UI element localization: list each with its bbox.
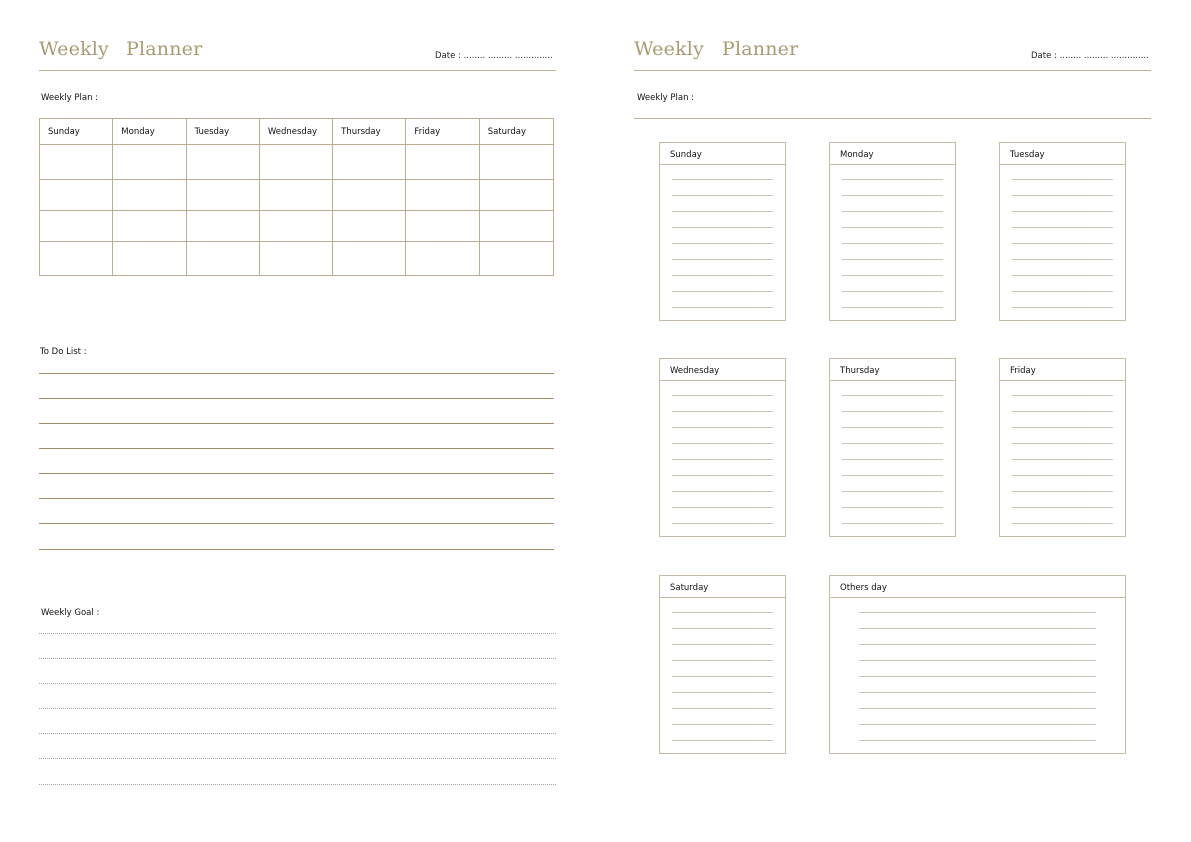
daybox-writing-line (859, 612, 1096, 613)
daybox-writing-line (1012, 259, 1113, 260)
daybox-writing-line (842, 475, 943, 476)
daybox-writing-line (672, 411, 773, 412)
daybox-writing-line (859, 708, 1096, 709)
goal-line[interactable] (39, 708, 556, 709)
grid-cell[interactable] (40, 242, 113, 275)
daybox-title: Monday (830, 143, 955, 165)
daybox-writing-line (842, 507, 943, 508)
daybox-writing-line (1012, 443, 1113, 444)
daybox-writing-line (842, 395, 943, 396)
daybox-writing-line (859, 740, 1096, 741)
todo-line[interactable] (39, 423, 554, 424)
daybox-writing-line (859, 724, 1096, 725)
goal-line[interactable] (39, 683, 556, 684)
daybox-writing-line (672, 507, 773, 508)
daybox-writing-line (672, 491, 773, 492)
grid-header-tuesday: Tuesday (187, 119, 260, 145)
left-header-rule (39, 70, 556, 71)
grid-cell[interactable] (40, 180, 113, 211)
daybox-wednesday[interactable] (659, 358, 786, 537)
daybox-writing-line (672, 724, 773, 725)
daybox-writing-line (672, 612, 773, 613)
todo-list-label: To Do List : (40, 347, 87, 357)
grid-cell[interactable] (40, 211, 113, 242)
grid-cell[interactable] (480, 242, 553, 275)
grid-cell[interactable] (333, 145, 406, 180)
todo-line[interactable] (39, 398, 554, 399)
todo-line[interactable] (39, 448, 554, 449)
daybox-writing-line (1012, 491, 1113, 492)
daybox-title: Tuesday (1000, 143, 1125, 165)
daybox-writing-line (672, 275, 773, 276)
grid-cell[interactable] (480, 145, 553, 180)
daybox-writing-line (1012, 395, 1113, 396)
daybox-writing-line (842, 227, 943, 228)
daybox-writing-line (672, 243, 773, 244)
daybox-writing-line (859, 660, 1096, 661)
grid-cell[interactable] (187, 242, 260, 275)
right-title-planner: Planner (722, 38, 799, 60)
goal-line[interactable] (39, 784, 556, 785)
daybox-writing-line (672, 644, 773, 645)
grid-cell[interactable] (333, 180, 406, 211)
grid-cell[interactable] (260, 145, 333, 180)
daybox-writing-line (672, 259, 773, 260)
grid-cell[interactable] (480, 211, 553, 242)
grid-cell[interactable] (260, 211, 333, 242)
daybox-writing-line (672, 692, 773, 693)
grid-cell[interactable] (333, 242, 406, 275)
grid-header-sunday: Sunday (40, 119, 113, 145)
right-date-field[interactable]: Date : ........ ......... .............. (1031, 51, 1149, 61)
daybox-title: Wednesday (660, 359, 785, 381)
daybox-writing-line (1012, 195, 1113, 196)
right-header-rule (634, 70, 1151, 71)
daybox-writing-line (859, 692, 1096, 693)
daybox-writing-line (1012, 427, 1113, 428)
grid-cell[interactable] (40, 145, 113, 180)
left-title-weekly: Weekly (39, 38, 109, 60)
todo-line[interactable] (39, 549, 554, 550)
grid-cell[interactable] (406, 145, 479, 180)
daybox-writing-line (1012, 475, 1113, 476)
left-weekly-plan-label: Weekly Plan : (41, 93, 99, 103)
grid-cell[interactable] (113, 211, 186, 242)
grid-cell[interactable] (260, 180, 333, 211)
grid-cell[interactable] (260, 242, 333, 275)
daybox-writing-line (672, 211, 773, 212)
daybox-writing-line (1012, 211, 1113, 212)
left-date-field[interactable]: Date : ........ ......... .............. (435, 51, 553, 61)
daybox-writing-line (842, 243, 943, 244)
daybox-monday[interactable] (829, 142, 956, 321)
daybox-writing-line (1012, 411, 1113, 412)
right-title-weekly: Weekly (634, 38, 704, 60)
daybox-writing-line (842, 195, 943, 196)
grid-cell[interactable] (187, 145, 260, 180)
daybox-writing-line (672, 523, 773, 524)
daybox-writing-line (1012, 275, 1113, 276)
daybox-writing-line (1012, 243, 1113, 244)
grid-cell[interactable] (406, 242, 479, 275)
grid-cell[interactable] (406, 211, 479, 242)
daybox-writing-line (1012, 459, 1113, 460)
daybox-writing-line (672, 427, 773, 428)
daybox-writing-line (672, 291, 773, 292)
daybox-title: Others day (830, 576, 1125, 598)
grid-cell[interactable] (113, 242, 186, 275)
daybox-writing-line (672, 195, 773, 196)
goal-line[interactable] (39, 633, 556, 634)
daybox-writing-line (1012, 179, 1113, 180)
daybox-writing-line (672, 307, 773, 308)
daybox-writing-line (842, 523, 943, 524)
daybox-writing-line (1012, 227, 1113, 228)
daybox-writing-line (1012, 507, 1113, 508)
grid-header-thursday: Thursday (333, 119, 406, 145)
daybox-writing-line (859, 628, 1096, 629)
grid-header-wednesday: Wednesday (260, 119, 333, 145)
daybox-thursday[interactable] (829, 358, 956, 537)
goal-line[interactable] (39, 733, 556, 734)
daybox-writing-line (672, 475, 773, 476)
grid-header-saturday: Saturday (480, 119, 553, 145)
weekly-plan-grid (39, 118, 554, 276)
goal-line[interactable] (39, 658, 556, 659)
right-plan-rule (634, 118, 1151, 119)
grid-cell[interactable] (187, 180, 260, 211)
grid-cell[interactable] (480, 180, 553, 211)
todo-line[interactable] (39, 498, 554, 499)
daybox-writing-line (842, 275, 943, 276)
daybox-writing-line (842, 491, 943, 492)
daybox-title: Sunday (660, 143, 785, 165)
daybox-writing-line (672, 740, 773, 741)
grid-cell[interactable] (333, 211, 406, 242)
daybox-writing-line (859, 676, 1096, 677)
daybox-writing-line (672, 459, 773, 460)
goal-line[interactable] (39, 758, 556, 759)
daybox-writing-line (1012, 523, 1113, 524)
grid-cell[interactable] (187, 211, 260, 242)
grid-cell[interactable] (113, 180, 186, 211)
daybox-title: Saturday (660, 576, 785, 598)
daybox-writing-line (672, 179, 773, 180)
daybox-writing-line (842, 443, 943, 444)
grid-cell[interactable] (406, 180, 479, 211)
grid-header-friday: Friday (406, 119, 479, 145)
daybox-writing-line (1012, 291, 1113, 292)
grid-header-monday: Monday (113, 119, 186, 145)
daybox-writing-line (672, 708, 773, 709)
daybox-writing-line (1012, 307, 1113, 308)
daybox-writing-line (672, 395, 773, 396)
left-title-planner: Planner (126, 38, 203, 60)
daybox-writing-line (842, 459, 943, 460)
daybox-writing-line (672, 443, 773, 444)
daybox-writing-line (842, 307, 943, 308)
daybox-writing-line (672, 227, 773, 228)
daybox-tuesday[interactable] (999, 142, 1126, 321)
todo-line[interactable] (39, 473, 554, 474)
right-weekly-plan-label: Weekly Plan : (637, 93, 695, 103)
daybox-writing-line (842, 411, 943, 412)
daybox-saturday[interactable] (659, 575, 786, 754)
daybox-writing-line (842, 291, 943, 292)
daybox-writing-line (672, 676, 773, 677)
daybox-writing-line (842, 179, 943, 180)
daybox-writing-line (859, 644, 1096, 645)
daybox-title: Friday (1000, 359, 1125, 381)
daybox-writing-line (672, 628, 773, 629)
todo-line[interactable] (39, 523, 554, 524)
daybox-others-day[interactable] (829, 575, 1126, 754)
daybox-writing-line (842, 211, 943, 212)
daybox-writing-line (842, 259, 943, 260)
daybox-sunday[interactable] (659, 142, 786, 321)
daybox-friday[interactable] (999, 358, 1126, 537)
grid-cell[interactable] (113, 145, 186, 180)
daybox-writing-line (672, 660, 773, 661)
daybox-title: Thursday (830, 359, 955, 381)
weekly-goal-label: Weekly Goal : (41, 608, 100, 618)
daybox-writing-line (842, 427, 943, 428)
todo-line[interactable] (39, 373, 554, 374)
